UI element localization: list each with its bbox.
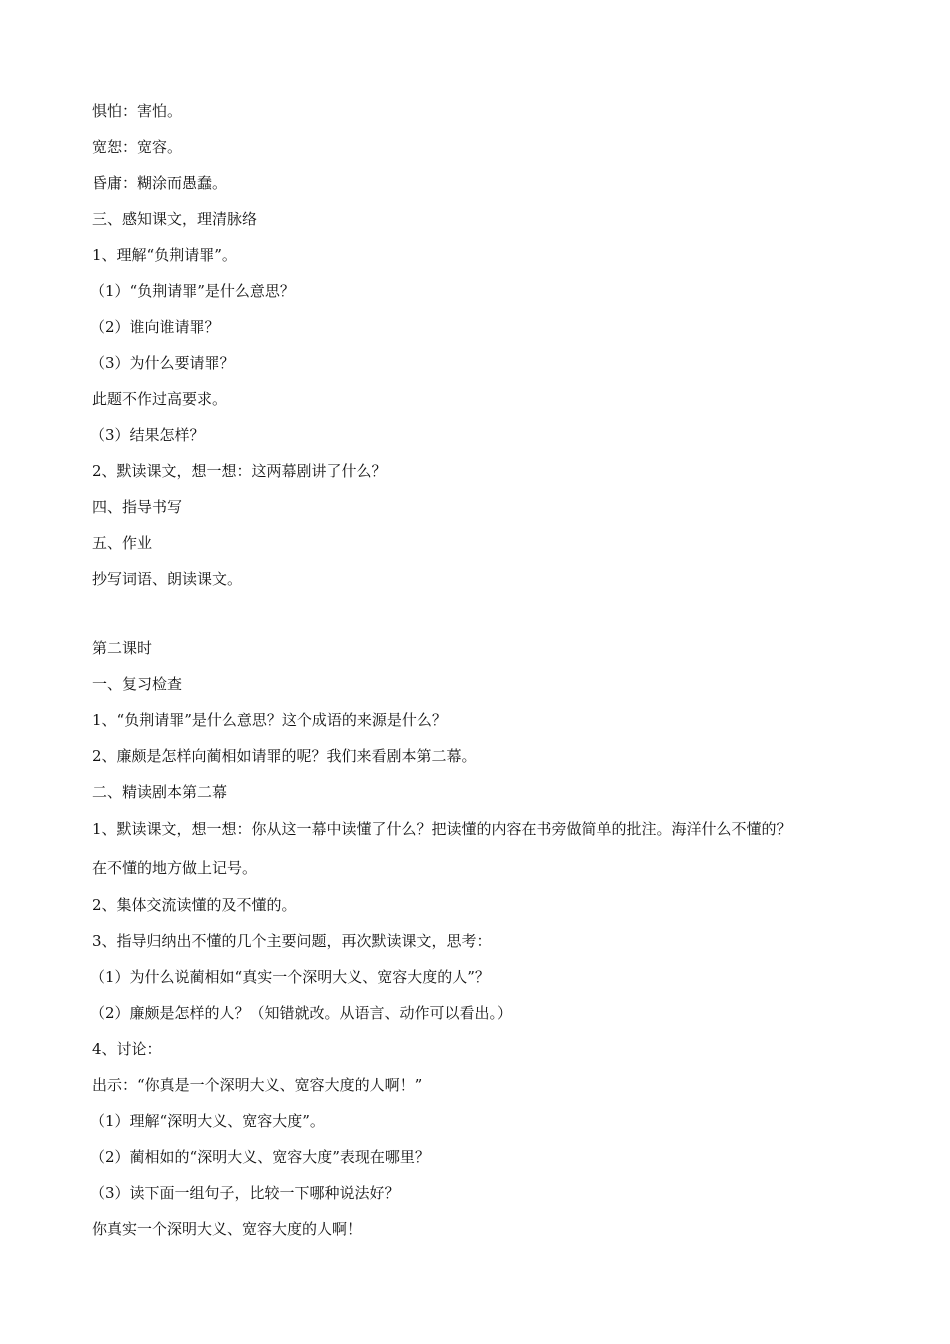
text-line: 抄写词语、朗读课文。 [92, 570, 243, 588]
section-heading: 二、精读剧本第二幕 [92, 783, 228, 801]
text-line: （3）为什么要请罪？ [90, 354, 235, 372]
text-line: 昏庸：糊涂而愚蠢。 [92, 174, 228, 192]
text-line: 4、讨论： [92, 1040, 162, 1058]
text-line: 3、指导归纳出不懂的几个主要问题，再次默读课文，思考： [92, 932, 492, 950]
text-line: 在不懂的地方做上记号。 [92, 859, 258, 877]
text-line: 惧怕：害怕。 [92, 102, 183, 120]
text-line: 1、理解“负荆请罪”。 [92, 246, 237, 264]
text-line: （2）谁向谁请罪？ [90, 318, 220, 336]
text-line: 宽恕：宽容。 [92, 138, 183, 156]
text-line: 2、廉颇是怎样向蔺相如请罪的呢？我们来看剧本第二幕。 [92, 747, 477, 765]
text-line: （1）“负荆请罪”是什么意思？ [90, 282, 295, 300]
text-line: （3）读下面一组句子，比较一下哪种说法好？ [90, 1184, 400, 1202]
text-line: （2）廉颇是怎样的人？（知错就改。从语言、动作可以看出。） [90, 1004, 513, 1022]
text-line: （2）蔺相如的“深明大义、宽容大度”表现在哪里？ [90, 1148, 430, 1166]
section-heading: 三、感知课文，理清脉络 [92, 210, 258, 228]
text-line: 此题不作过高要求。 [92, 390, 228, 408]
section-heading: 五、作业 [92, 534, 153, 552]
text-line: （1）理解“深明大义、宽容大度”。 [90, 1112, 325, 1130]
text-line: 1、默读课文，想一想：你从这一幕中读懂了什么？把读懂的内容在书旁做简单的批注。海洋什么不懂的？ [92, 820, 792, 838]
text-line: 你真实一个深明大义、宽容大度的人啊！ [92, 1220, 363, 1238]
text-line: （3）结果怎样？ [90, 426, 205, 444]
lesson-title: 第二课时 [92, 639, 153, 657]
text-line: 2、集体交流读懂的及不懂的。 [92, 896, 297, 914]
text-line: （1）为什么说蔺相如“真实一个深明大义、宽容大度的人”？ [90, 968, 490, 986]
text-line: 1、“负荆请罪”是什么意思？这个成语的来源是什么？ [92, 711, 447, 729]
text-line: 2、默读课文，想一想：这两幕剧讲了什么？ [92, 462, 387, 480]
text-line: 出示：“你真是一个深明大义、宽容大度的人啊！” [92, 1076, 423, 1094]
section-heading: 一、复习检查 [92, 675, 183, 693]
section-heading: 四、指导书写 [92, 498, 183, 516]
